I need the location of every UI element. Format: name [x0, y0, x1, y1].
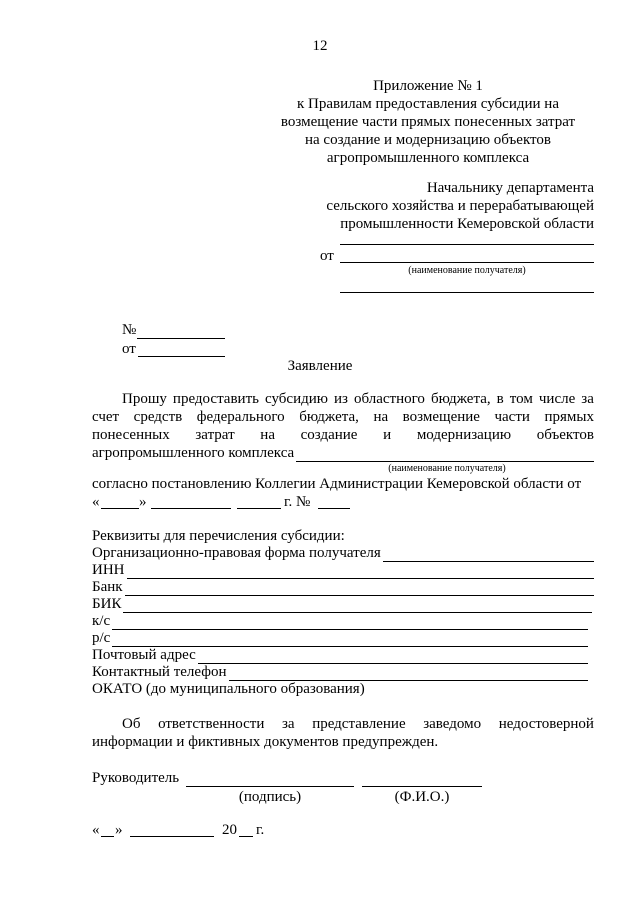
word: недостоверной [498, 716, 594, 732]
okato-label: ОКАТО (до муниципального образования) [92, 681, 365, 697]
addressee-line: промышленности Кемеровской области [340, 216, 594, 232]
bank-field[interactable] [125, 582, 594, 596]
requisite-row [92, 664, 588, 681]
page-number: 12 [312, 38, 328, 54]
request-line-3 [92, 427, 594, 444]
contact-phone-field[interactable] [229, 667, 589, 681]
signature-field[interactable] [186, 786, 354, 787]
from-label: от [320, 248, 334, 264]
requisite-row [92, 613, 588, 630]
word: объектов [536, 427, 594, 443]
recipient-field-3[interactable] [340, 292, 594, 293]
requisite-row [92, 545, 594, 562]
date-label: от [122, 341, 136, 357]
word: за [281, 716, 295, 732]
full-name-caption: (Ф.И.О.) [394, 789, 450, 805]
recipient-field-1[interactable] [340, 244, 594, 245]
requisite-label: Контактный телефон [92, 664, 227, 680]
requisites-heading: Реквизиты для перечисления субсидии: [92, 528, 345, 544]
word: бюджета, [430, 391, 491, 407]
date-century: 20 [222, 822, 237, 838]
recipient-name-field[interactable] [296, 448, 594, 462]
word: на [260, 427, 275, 443]
word: заведомо [423, 716, 482, 732]
resolution-year-field[interactable] [237, 508, 281, 509]
word: и [383, 427, 392, 443]
date-year-field[interactable] [239, 836, 253, 837]
date-close-quote: » [115, 822, 123, 838]
resolution-close-quote: » [139, 494, 147, 510]
request-line-4 [92, 445, 594, 462]
request-complex-text: агропромышленного комплекса [92, 445, 295, 461]
resolution-year-label: г. № [284, 494, 311, 510]
appendix-line: на создание и модернизацию объектов [305, 132, 551, 148]
word: модернизацию [416, 427, 512, 443]
word: на [373, 409, 389, 425]
word: понесенных [92, 427, 170, 443]
word: в [496, 391, 504, 407]
requisite-label: к/с [92, 613, 111, 629]
appendix-line: агропромышленного комплекса [326, 150, 530, 166]
settlement-account-field[interactable] [112, 633, 588, 647]
request-recipient-caption: (наименование получателя) [388, 463, 506, 474]
appendix-header [258, 77, 598, 167]
addressee-block [260, 179, 594, 233]
addressee-line: Начальнику департамента [426, 180, 594, 196]
requisite-row [92, 630, 588, 647]
recipient-caption: (наименование получателя) [408, 265, 526, 276]
requisite-label: Почтовый адрес [92, 647, 196, 663]
date-day-field[interactable] [101, 836, 114, 837]
word: Прошу [122, 391, 167, 407]
word: федерального [196, 409, 285, 425]
requisite-row [92, 562, 594, 579]
word: числе [538, 391, 576, 407]
resolution-day-field[interactable] [101, 508, 139, 509]
signature-caption: (подпись) [238, 789, 302, 805]
requisite-label: ИНН [92, 562, 125, 578]
word: областного [353, 391, 425, 407]
recipient-field-2[interactable] [340, 262, 594, 263]
word: предоставить [172, 391, 259, 407]
number-field[interactable] [137, 338, 225, 339]
bik-field[interactable] [123, 599, 592, 613]
resolution-number-field[interactable] [318, 508, 350, 509]
requisite-row [92, 647, 588, 664]
word: счет [92, 409, 120, 425]
correspondent-account-field[interactable] [112, 616, 588, 630]
date-open-quote: « [92, 822, 100, 838]
word: представление [312, 716, 406, 732]
requisite-row [92, 596, 592, 613]
responsibility-line-2: информации и фиктивных документов предупрежден. [92, 734, 439, 750]
request-line-2 [92, 409, 594, 426]
word: части [494, 409, 530, 425]
date-month-field[interactable] [130, 836, 214, 837]
word: бюджета, [299, 409, 359, 425]
appendix-line: к Правилам предоставления субсидии на [296, 96, 559, 112]
requisite-label: Банк [92, 579, 123, 595]
word: за [581, 391, 594, 407]
inn-field[interactable] [127, 565, 595, 579]
request-line-5: согласно постановлению Коллегии Администрации Кемеровской области от [92, 476, 582, 492]
responsibility-line-1 [122, 716, 594, 733]
full-name-field[interactable] [362, 786, 482, 787]
word: Об [122, 716, 141, 732]
requisite-row [92, 579, 594, 596]
addressee-line: сельского хозяйства и перерабатывающей [326, 198, 594, 214]
date-year-suffix: г. [256, 822, 265, 838]
requisite-label: р/с [92, 630, 111, 646]
resolution-open-quote: « [92, 494, 100, 510]
requisite-label: БИК [92, 596, 122, 612]
word: затрат [195, 427, 235, 443]
word: субсидию [265, 391, 328, 407]
word: средств [133, 409, 183, 425]
word: из [334, 391, 348, 407]
word: ответственности [158, 716, 265, 732]
head-label: Руководитель [92, 770, 180, 786]
document-title: Заявление [287, 358, 353, 374]
appendix-line: возмещение части прямых понесенных затрат [280, 114, 576, 130]
number-label: № [122, 322, 137, 338]
word: возмещение [402, 409, 480, 425]
word: прямых [544, 409, 594, 425]
requisite-label: Организационно-правовая форма получателя [92, 545, 381, 561]
date-field[interactable] [138, 356, 225, 357]
word: том [509, 391, 533, 407]
postal-address-field[interactable] [198, 650, 588, 664]
appendix-title: Приложение № 1 [373, 78, 483, 94]
request-line-1 [122, 391, 594, 408]
legal-form-field[interactable] [383, 548, 594, 562]
resolution-month-field[interactable] [151, 508, 231, 509]
word: создание [300, 427, 358, 443]
